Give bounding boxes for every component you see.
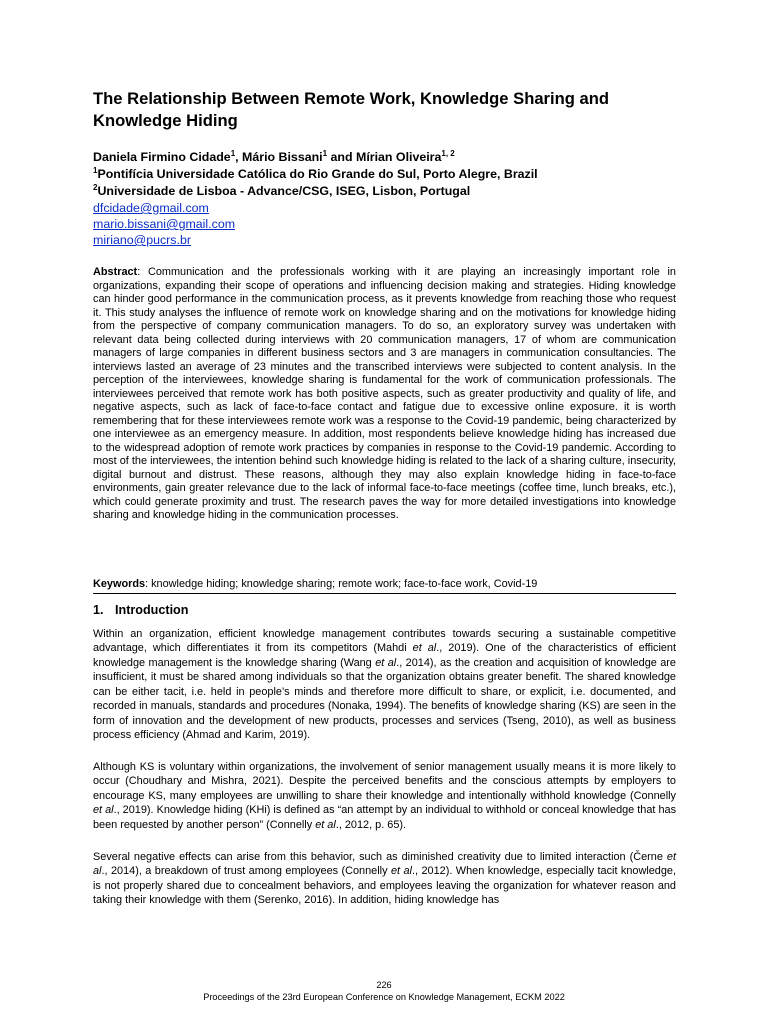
author-affiliation-mark: 1, 2 [441,148,455,158]
affiliation-mark: 2 [93,182,98,192]
citation-et-al: et al [375,656,397,669]
citation-et-al: et al [315,818,336,831]
abstract-label: Abstract [93,266,138,278]
affiliation-text: Pontifícia Universidade Católica do Rio Grande do Sul, Porto Alegre, Brazil [97,167,538,181]
author-name: Mírian Oliveira [356,150,442,164]
paragraph-text: ., 2014), as the creation and acquisition of knowledge are insufficient, it must be shared among individuals so that the organization obtains greater benefit. The shared knowledge can be either tacit, i.e. held in people’s minds and therefore more difficult to share, or explicit, i.e. documented, and recorded in manuals, standards and procedures (Nonaka, 1994). The benefits of knowledge sharing (KS) are seen in the form of innovation and the development of new products, processes and services (Tseng, 2010), as well as business process efficiency (Ahmad and Karim, 2019). [93,656,676,742]
section-number: 1. [93,603,104,617]
citation-et-al: et al [93,804,114,817]
author-separator: , [235,150,243,164]
email-link[interactable]: mario.bissani@gmail.com [93,217,236,231]
abstract [93,266,676,523]
author-separator: and [327,150,356,164]
author-block [93,149,676,248]
author-affiliation-mark: 1 [230,148,236,158]
body-paragraph [93,850,676,908]
paragraph-text: ., 2019). One of the characteristics of efficient knowledge management is the knowledge sharing (Wang [93,642,677,669]
author-line [93,149,676,166]
keywords-label: Keywords [93,578,146,590]
section-heading [93,602,676,618]
paragraph-text: Several negative effects can arise from this behavior, such as diminished creativity due to limited interaction (Černe [93,851,667,863]
affiliation-text: Universidade de Lisboa - Advance/CSG, ISEG, Lisbon, Portugal [97,184,471,198]
paragraph-text: ., 2012, p. 65). [335,818,407,831]
affiliation-line [93,166,676,183]
author-name: Daniela Firmino Cidade [93,150,231,164]
email-link[interactable]: miriano@pucrs.br [93,233,191,247]
body-paragraph [93,760,676,832]
proceedings-footer: Proceedings of the 23rd European Conference on Knowledge Management, ECKM 2022 [203,992,565,1002]
citation-et-al: et al [390,865,412,878]
keywords [93,577,676,591]
citation-et-al: et al [93,851,676,878]
email-link[interactable]: dfcidade@gmail.com [93,201,209,215]
affiliation-line [93,183,676,200]
abstract-text: : Communication and the professionals working with it are playing an increasingly important role in organizations, expanding their scope of operations and influencing decision making and strategies. Hiding knowledge can hinder good performance in the communication process, as it prevents knowledge from reaching those who request it. This study analyses the influence of remote work on knowledge sharing and on the motivations for knowledge hiding from the perspective of company communication managers. To do so, an exploratory survey was undertaken with relevant data being collected during interviews with 20 communication managers, 17 of whom are communication managers of large companies in different business sectors and 3 are managers in communication consultancies. The interviews lasted an average of 23 minutes and the transcribed interviews were subjected to content analysis. In the perception of the interviewees, knowledge sharing is fundamental for the work of communication professionals. The interviewees perceived that remote work has both positive aspects, such as greater productivity and quality of life, and negative aspects, such as lack of face-to-face contact and fatigue due to excessive online exposure. it is worth remembering that for these interviewees remote work was a response to the Covid-19 pandemic, being characterized by one interviewee as an emergency measure. In addition, most respondents believe knowledge hiding has increased due to the widespread adoption of remote work practices by companies in response to the Covid-19 pandemic. According to most of the interviewees, the intention behind such knowledge hiding is related to the lack of a sharing culture, insecurity, digital burnout and distrust. These reasons, although they may also explain knowledge hiding in face-to-face environments, gain greater relevance due to the lack of informal face-to-face meetings (coffee time, lunch breaks, etc.), which could generate proximity and trust. The research paves the way for more detailed investigations into knowledge sharing and knowledge hiding in the communication processes. [93,266,676,522]
paragraph-text: ., 2014), a breakdown of trust among employees (Connelly [101,865,391,878]
paragraph-text: ., 2019). Knowledge hiding (KHi) is defined as “an attempt by an individual to withhold or conceal knowledge that has been requested by another person” (Connelly [93,804,677,831]
page-number: 226 [376,980,392,990]
citation-et-al: et al [412,642,437,655]
paper-title: The Relationship Between Remote Work, Knowledge Sharing and Knowledge Hiding [93,89,610,130]
paragraph-text: ., 2012). When knowledge, especially tacit knowledge, is not properly shared due to concealment behaviors, and employees leaving the organization for whatever reason and taking their knowledge with them (Serenko, 2016). In addition, hiding knowledge has [93,865,677,907]
paragraph-text: Although KS is voluntary within organizations, the involvement of senior management usually means it is more likely to occur (Choudhary and Mishra, 2021). Despite the perceived benefits and the conscious attempts by employers to encourage KS, many employees are unwilling to share their knowledge and intentionally withhold knowledge (Connelly [93,761,676,802]
section-divider [93,593,676,594]
body-paragraph [93,627,676,743]
author-affiliation-mark: 1 [322,148,328,158]
affiliation-mark: 1 [93,165,98,175]
author-name: Mário Bissani [242,150,323,164]
paragraph-text: Within an organization, efficient knowledge management contributes towards securing a sustainable competitive advantage, which differentiates it from its competitors (Mahdi [93,628,676,655]
keywords-text: : knowledge hiding; knowledge sharing; remote work; face-to-face work, Covid-19 [145,578,538,590]
section-title: Introduction [115,603,189,617]
